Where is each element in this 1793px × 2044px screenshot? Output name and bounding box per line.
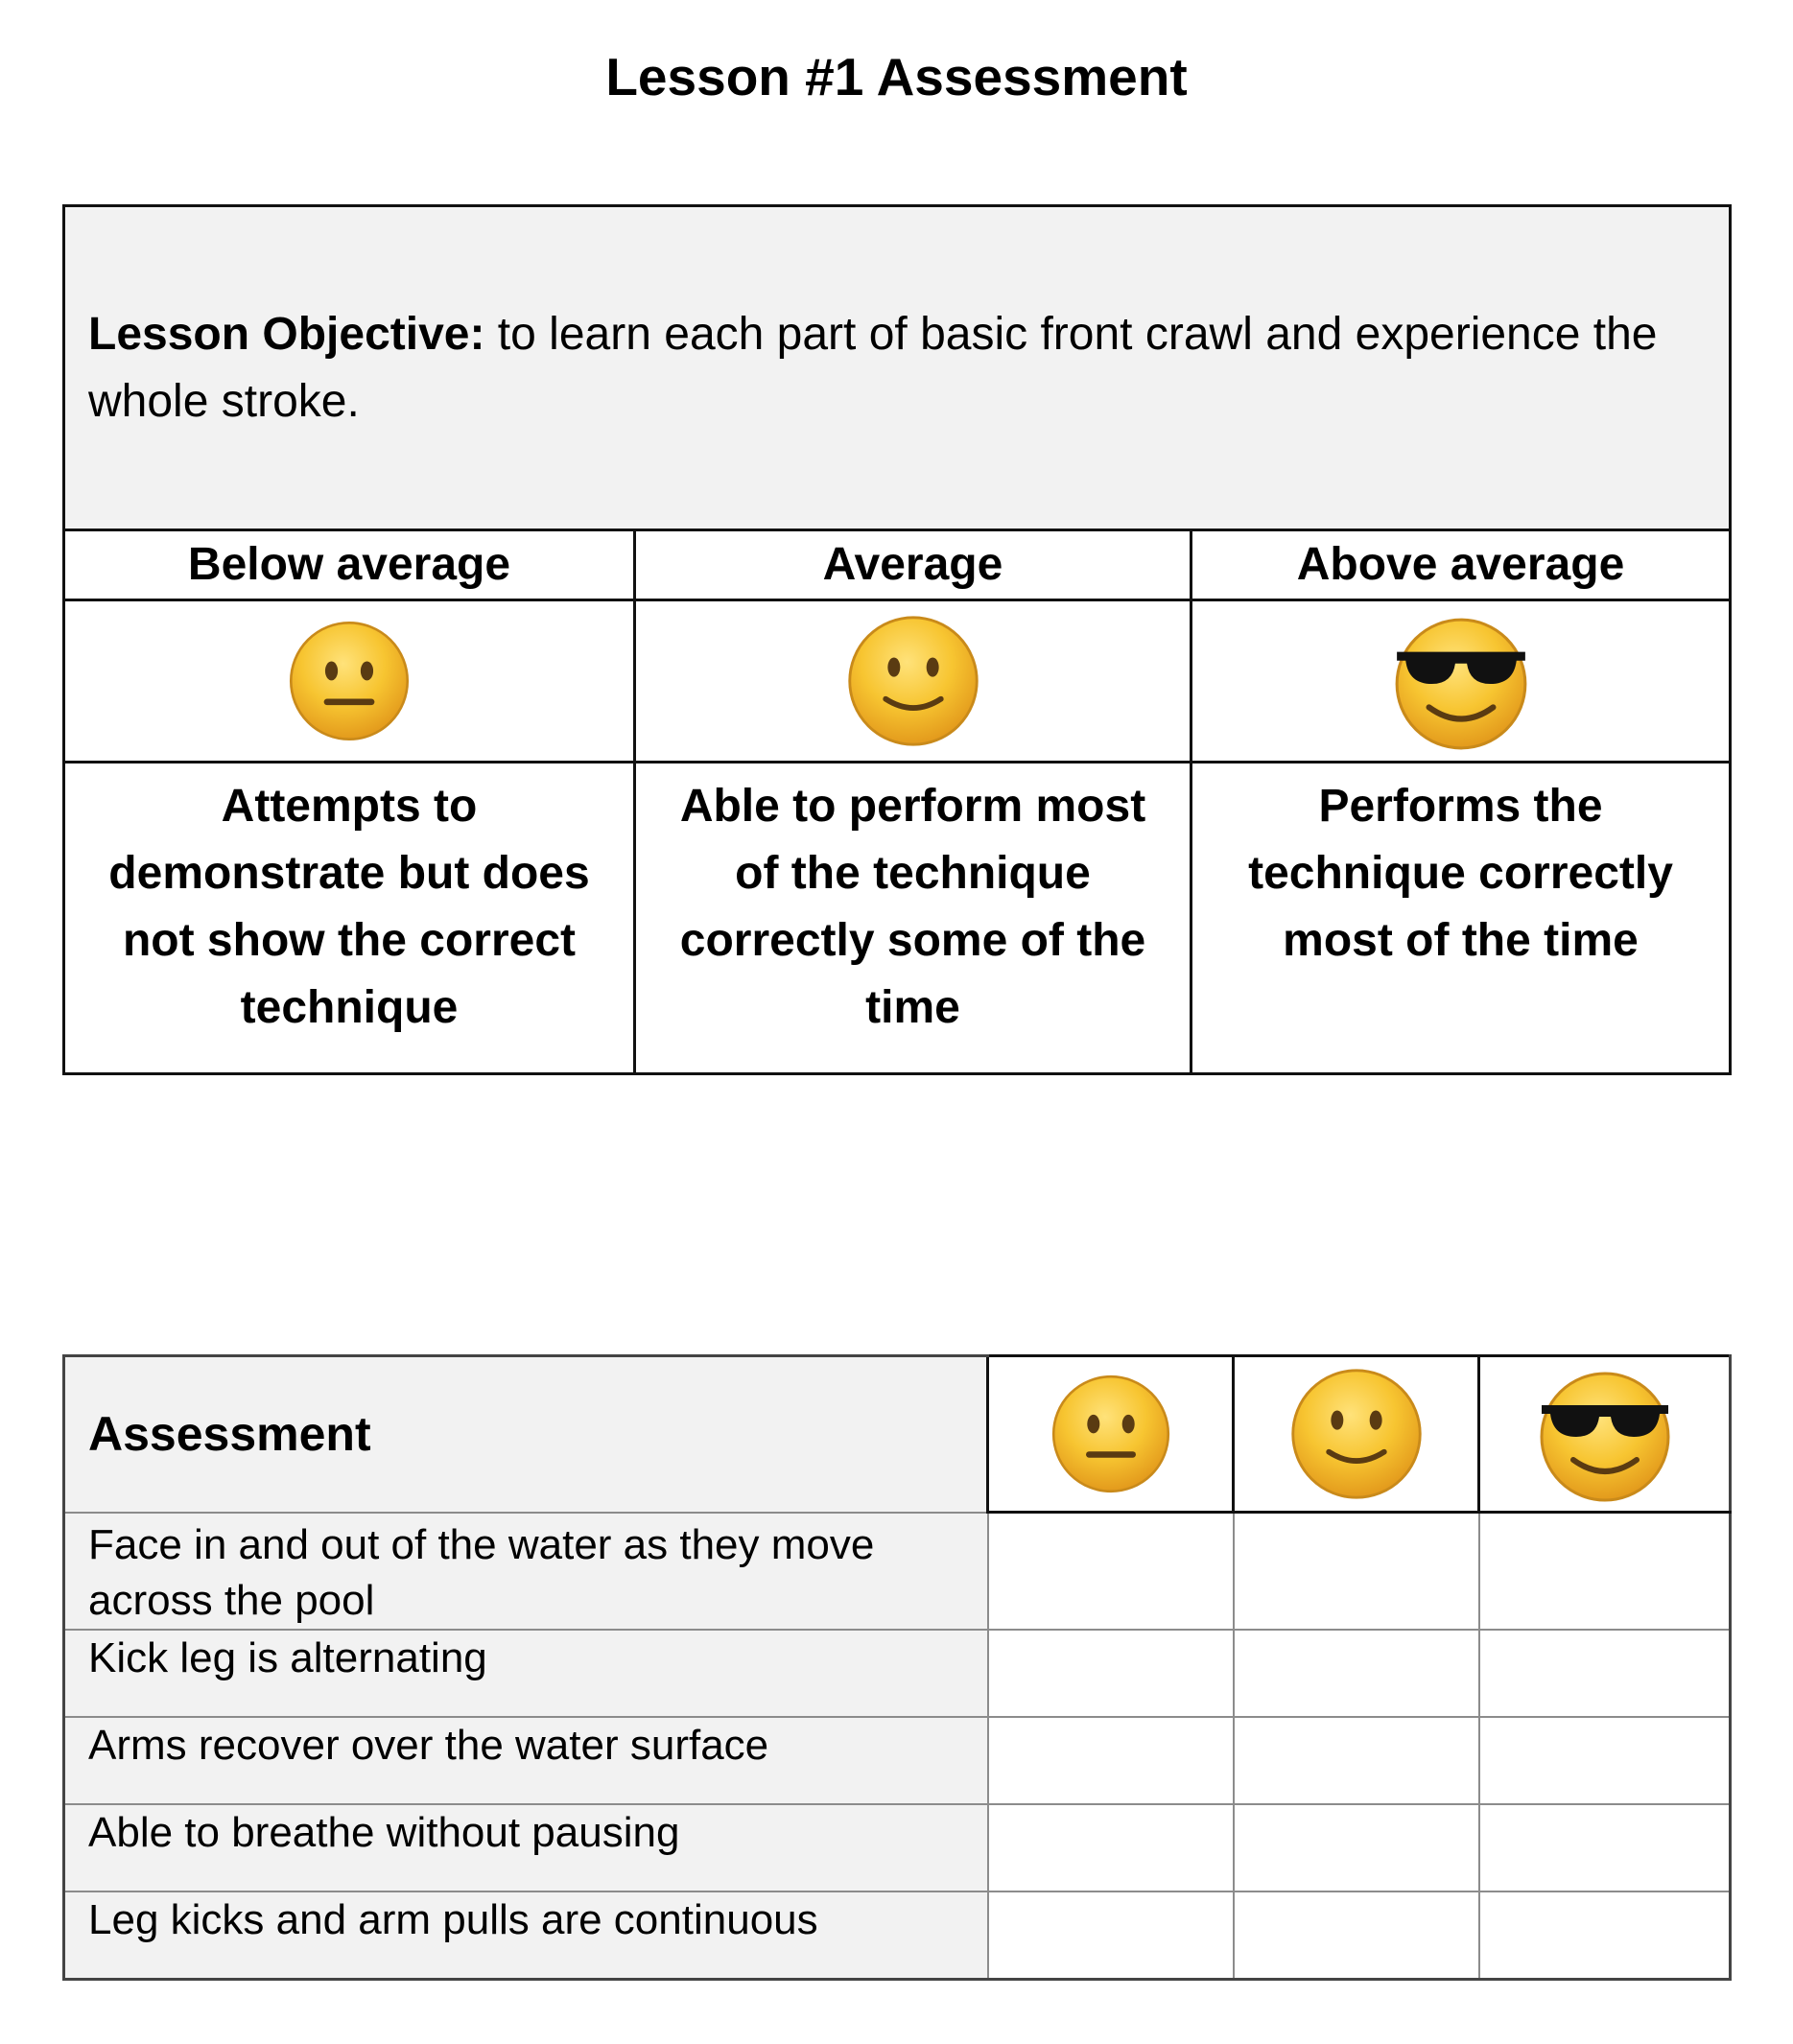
- level-description-average: Able to perform most of the technique correctly some of the time: [635, 763, 1191, 1074]
- criterion-label: Kick leg is alternating: [64, 1630, 988, 1717]
- lesson-objective: [64, 206, 1731, 530]
- assessment-table: [62, 1354, 1732, 1981]
- rating-cell[interactable]: [1234, 1891, 1479, 1980]
- page-title: Lesson #1 Assessment: [605, 47, 1188, 106]
- table-row: [64, 1891, 1731, 1980]
- objective-text: to learn each part of basic front crawl and experience the whole stroke.: [88, 308, 1658, 427]
- rating-cell[interactable]: [988, 1804, 1234, 1891]
- slightly-smiling-face-icon: [844, 612, 982, 750]
- rubric-table: [62, 204, 1732, 1075]
- level-emoji-above: [1191, 600, 1731, 763]
- rating-cell[interactable]: [988, 1630, 1234, 1717]
- table-row: [64, 1717, 1731, 1804]
- sunglasses-face-icon: [1533, 1362, 1677, 1506]
- rating-cell[interactable]: [988, 1513, 1234, 1630]
- neutral-face-icon: [286, 618, 413, 744]
- table-row: [64, 1513, 1731, 1630]
- criterion-label: Face in and out of the water as they move across the pool: [64, 1513, 988, 1630]
- level-description-above: Performs the technique correctly most of the time: [1191, 763, 1731, 1074]
- assessment-col-below: [988, 1356, 1234, 1513]
- level-heading-average: Average: [635, 530, 1191, 600]
- rating-cell[interactable]: [1479, 1717, 1731, 1804]
- rating-cell[interactable]: [1479, 1630, 1731, 1717]
- rating-cell[interactable]: [1234, 1630, 1479, 1717]
- rating-cell[interactable]: [1234, 1804, 1479, 1891]
- level-heading-above: Above average: [1191, 530, 1731, 600]
- criterion-label: Arms recover over the water surface: [64, 1717, 988, 1804]
- criterion-label: Able to breathe without pausing: [64, 1804, 988, 1891]
- rating-cell[interactable]: [1479, 1513, 1731, 1630]
- level-emoji-average: [635, 600, 1191, 763]
- rating-cell[interactable]: [1234, 1717, 1479, 1804]
- rating-cell[interactable]: [1479, 1891, 1731, 1980]
- assessment-col-above: [1479, 1356, 1731, 1513]
- sunglasses-face-icon: [1388, 608, 1534, 754]
- table-row: [64, 1804, 1731, 1891]
- criterion-label: Leg kicks and arm pulls are continuous: [64, 1891, 988, 1980]
- rating-cell[interactable]: [1479, 1804, 1731, 1891]
- assessment-col-average: [1234, 1356, 1479, 1513]
- rating-cell[interactable]: [988, 1717, 1234, 1804]
- rating-cell[interactable]: [988, 1891, 1234, 1980]
- level-description-below: Attempts to demonstrate but does not show the correct technique: [64, 763, 635, 1074]
- neutral-face-icon: [1049, 1372, 1173, 1496]
- slightly-smiling-face-icon: [1287, 1365, 1426, 1503]
- table-row: [64, 1630, 1731, 1717]
- objective-label: Lesson Objective:: [88, 308, 485, 360]
- rating-cell[interactable]: [1234, 1513, 1479, 1630]
- level-heading-below: Below average: [64, 530, 635, 600]
- level-emoji-below: [64, 600, 635, 763]
- assessment-heading: Assessment: [64, 1356, 988, 1513]
